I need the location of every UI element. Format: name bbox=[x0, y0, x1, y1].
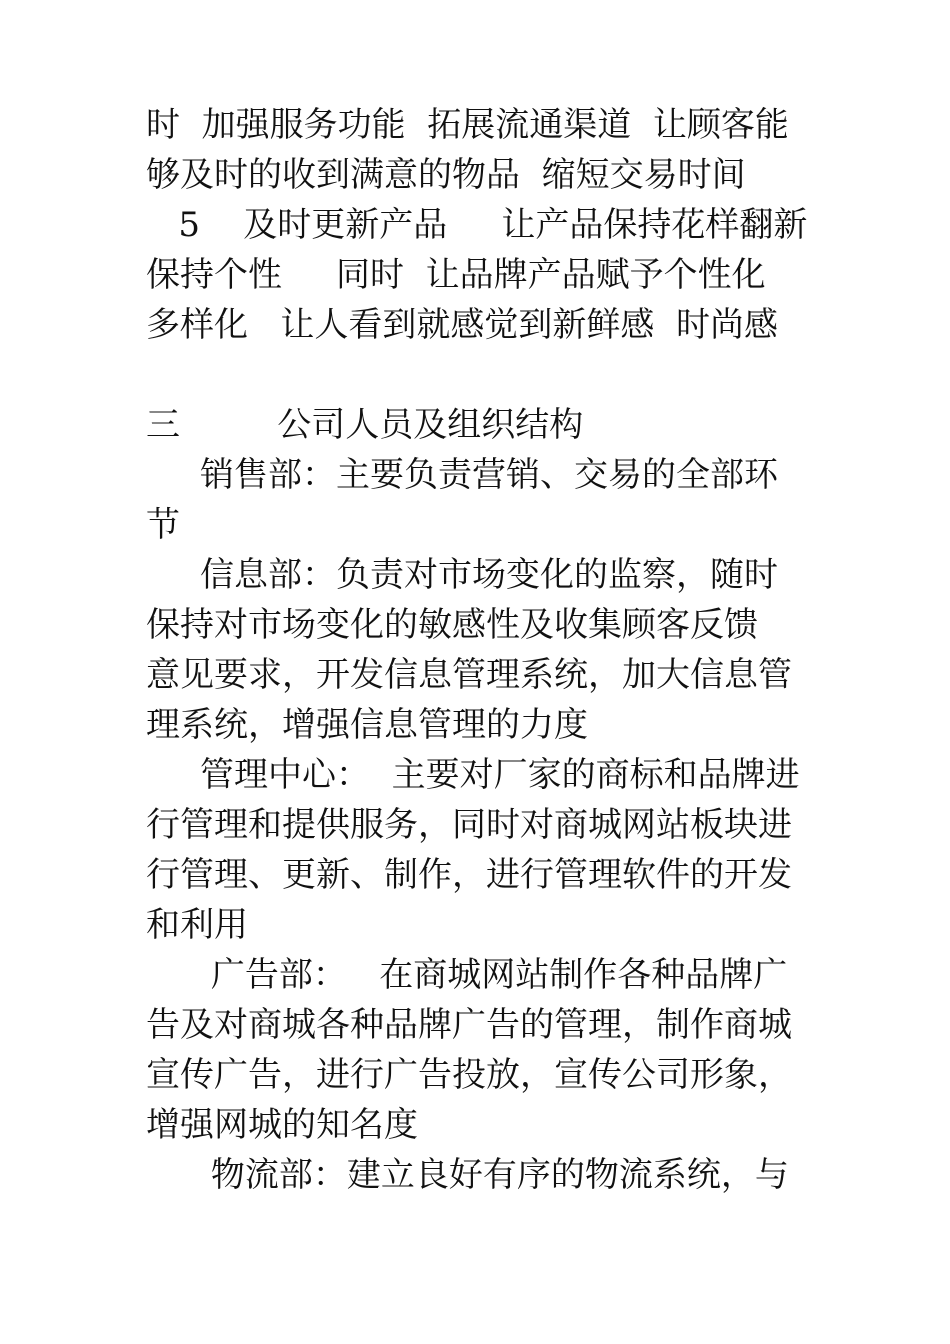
text-line: 和利用 bbox=[146, 905, 248, 945]
text-line: 多样化 让人看到就感觉到新鲜感 时尚感 bbox=[146, 305, 779, 345]
text-line: 保持对市场变化的敏感性及收集顾客反馈 bbox=[146, 605, 758, 645]
text-line: 理系统，增强信息管理的力度 bbox=[146, 705, 588, 745]
text-line: 物流部：建立良好有序的物流系统，与 bbox=[146, 1155, 789, 1195]
text-line: 5 及时更新产品 让产品保持花样翻新 bbox=[146, 205, 808, 245]
text-line: 广告部： 在商城网站制作各种品牌广 bbox=[146, 955, 788, 995]
text-line: 节 bbox=[146, 505, 180, 545]
text-line: 时 加强服务功能 拓展流通渠道 让顾客能 bbox=[146, 105, 789, 145]
text-line: 告及对商城各种品牌广告的管理，制作商城 bbox=[146, 1005, 792, 1045]
text-line: 行管理、更新、制作，进行管理软件的开发 bbox=[146, 855, 792, 895]
text-line: 宣传广告，进行广告投放，宣传公司形象， bbox=[146, 1055, 792, 1095]
text-line: 够及时的收到满意的物品 缩短交易时间 bbox=[146, 155, 746, 195]
text-line: 保持个性 同时 让品牌产品赋予个性化 bbox=[146, 255, 766, 295]
text-line: 信息部：负责对市场变化的监察，随时 bbox=[146, 555, 779, 595]
text-line: 增强网城的知名度 bbox=[146, 1105, 418, 1145]
text-line: 意见要求，开发信息管理系统，加大信息管 bbox=[146, 655, 792, 695]
text-line: 管理中心： 主要对厂家的商标和品牌进 bbox=[146, 755, 800, 795]
section-heading: 三 公司人员及组织结构 bbox=[146, 405, 584, 445]
text-line: 销售部：主要负责营销、交易的全部环 bbox=[146, 455, 779, 495]
text-line: 行管理和提供服务，同时对商城网站板块进 bbox=[146, 805, 792, 845]
